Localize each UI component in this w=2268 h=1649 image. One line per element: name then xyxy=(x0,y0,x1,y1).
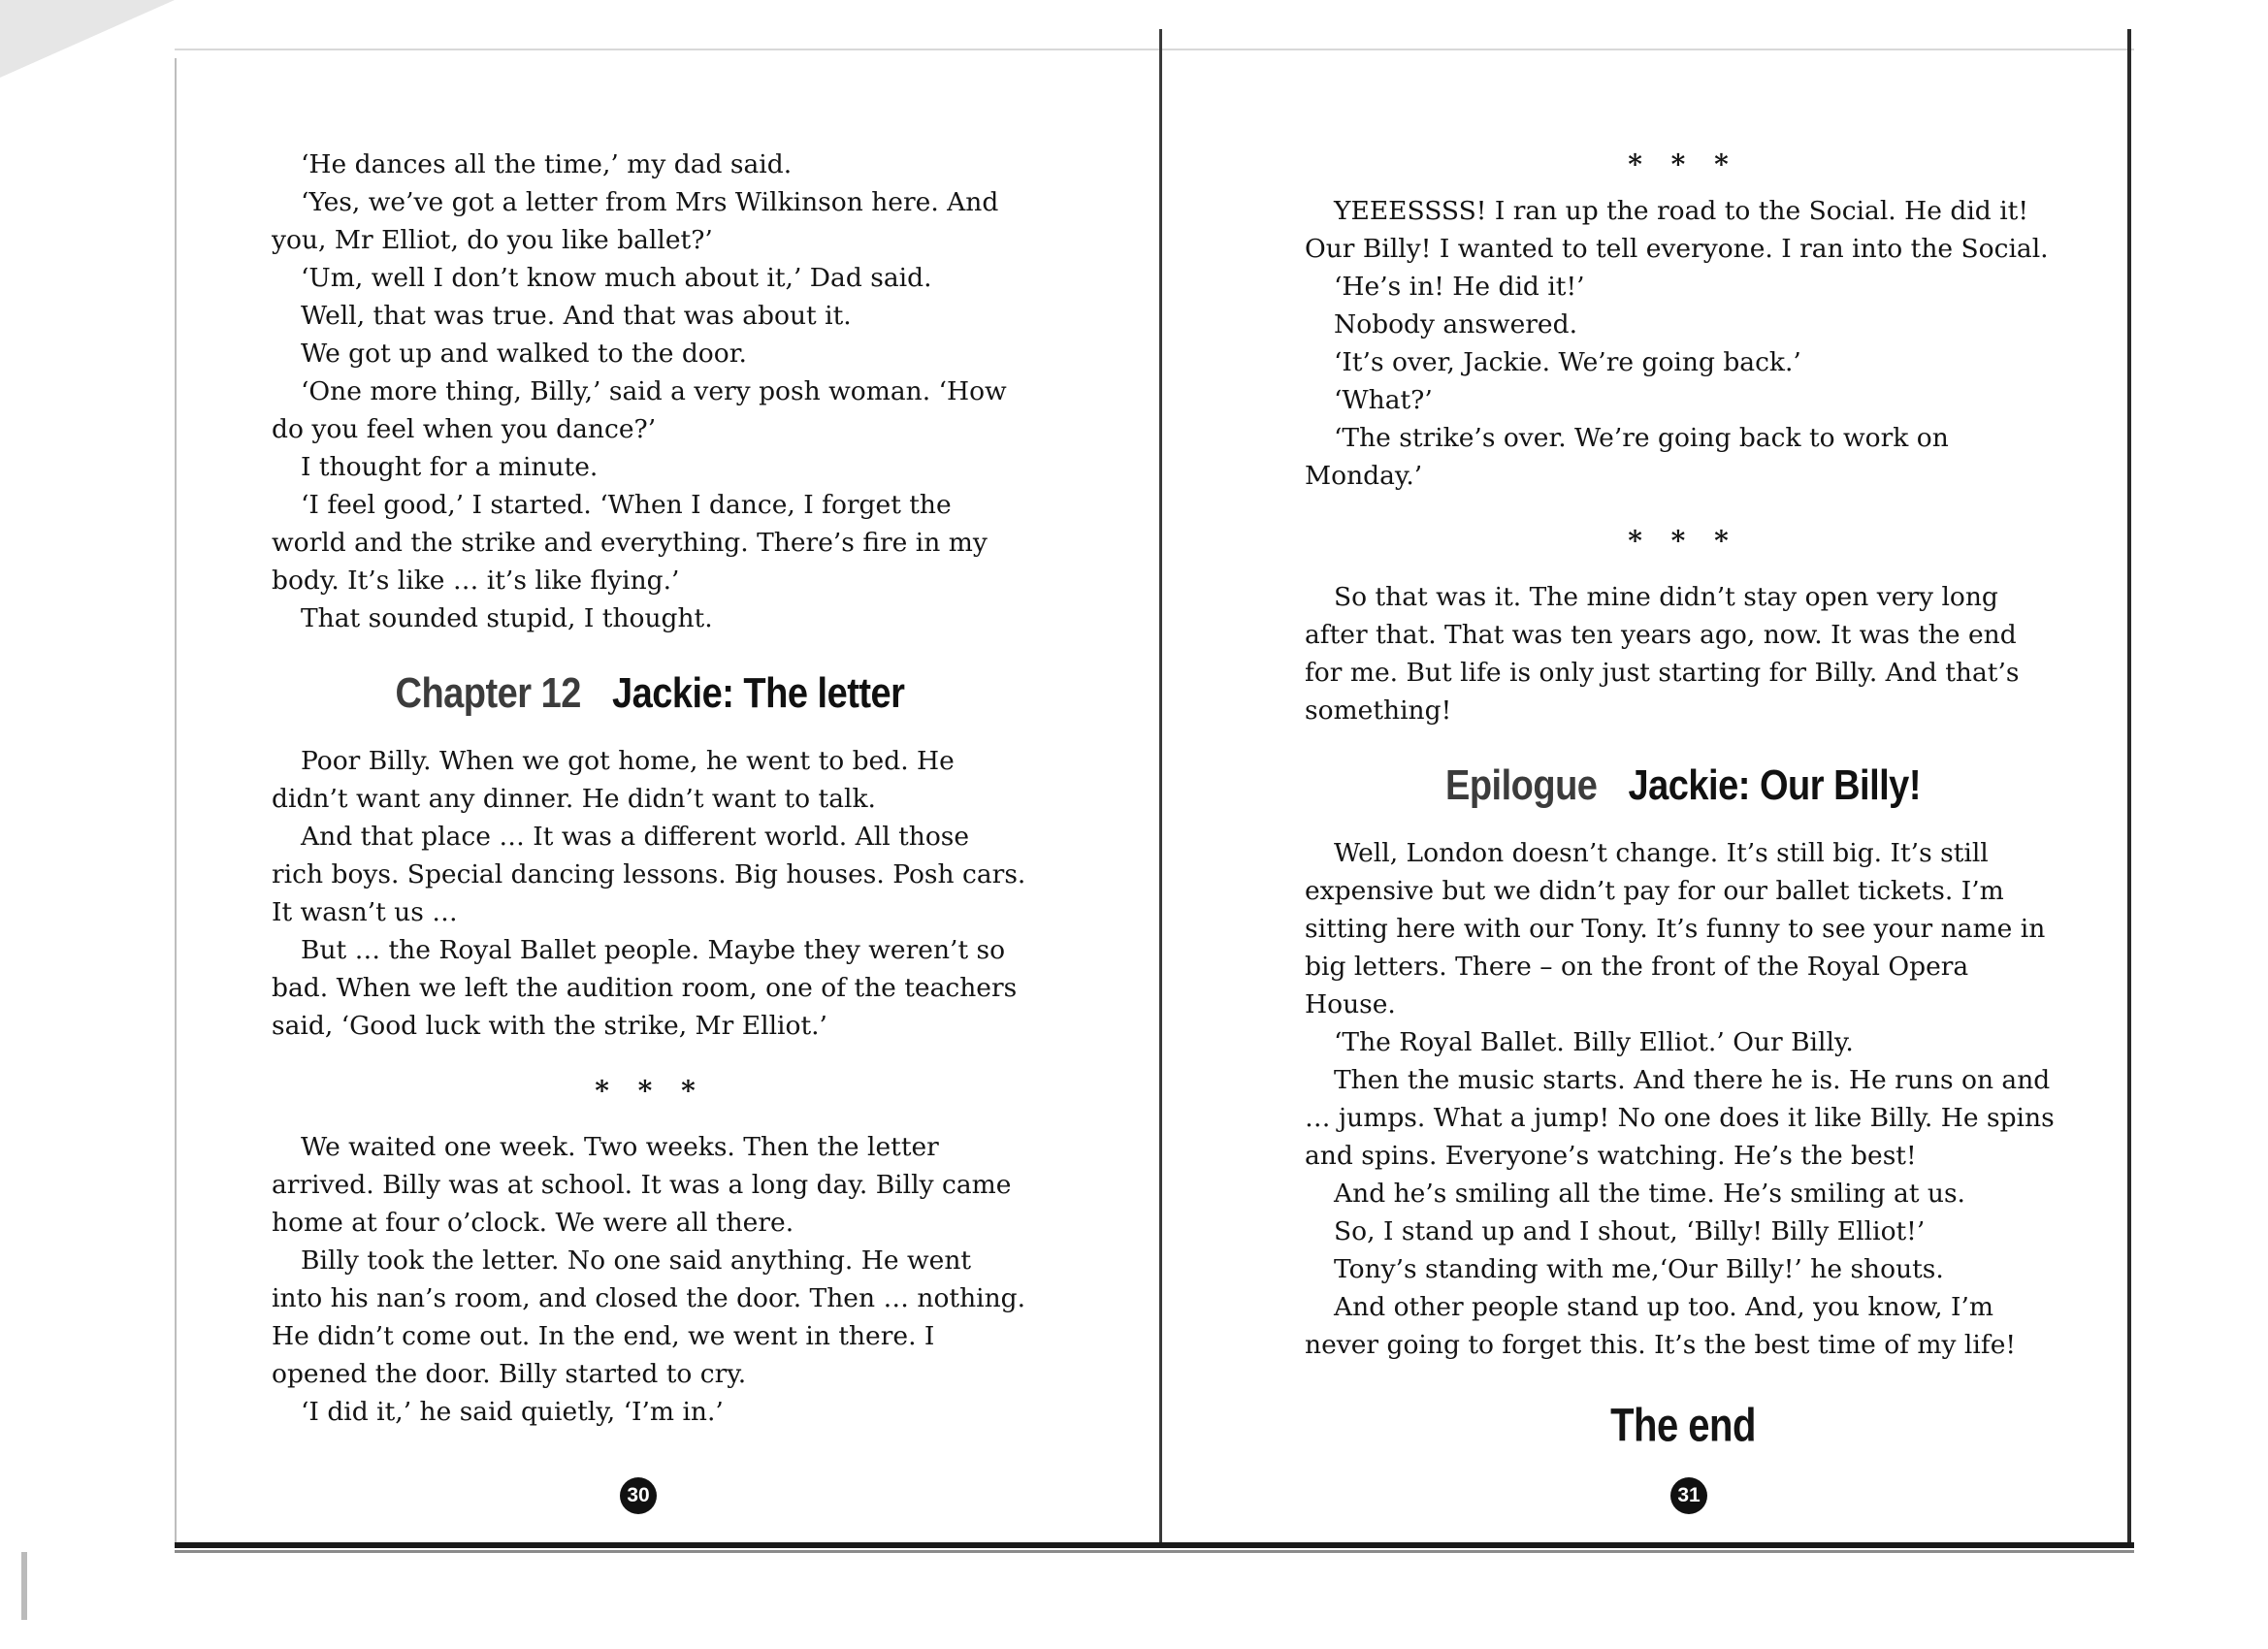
spread-bottom-shadow xyxy=(175,1550,2134,1553)
section-separator: * * * xyxy=(1628,148,1738,180)
right-page-edge xyxy=(2127,29,2131,1544)
paragraph: ‘He dances all the time,’ my dad said. xyxy=(301,149,793,179)
scan-mark xyxy=(21,1552,27,1620)
right-section-3 xyxy=(1305,834,2061,1364)
left-section-3 xyxy=(272,1128,1028,1431)
paragraph: Well, London doesn’t change. It’s still big. It’s still expensive but we didn’t pay for our ballet tickets. I’m sitting here with our Tony. It’s funny to see your name in big letters. There – on the front of the Royal Opera House. xyxy=(1305,838,2046,1019)
paragraph: We got up and walked to the door. xyxy=(301,339,747,369)
chapter-number: Epilogue xyxy=(1445,761,1598,810)
paragraph: YEEESSSS! I ran up the road to the Social. He did it! Our Billy! I wanted to tell everyone. I ran into the Social. xyxy=(1305,196,2049,264)
left-page-edge xyxy=(175,58,177,1547)
paragraph: So that was it. The mine didn’t stay open very long after that. That was ten years ago, now. It was the end for me. But life is only just starting for Billy. And that’s something! xyxy=(1305,582,2020,726)
paragraph: ‘I feel good,’ I started. ‘When I dance, I forget the world and the strike and everything. There’s fire in my body. It’s like … it’s like flying.’ xyxy=(272,490,988,596)
right-section-2 xyxy=(1305,578,2061,729)
book-gutter xyxy=(1159,29,1162,1547)
left-section-1 xyxy=(272,146,1028,637)
paragraph: ‘It’s over, Jackie. We’re going back.’ xyxy=(1334,347,1801,377)
paragraph: And other people stand up too. And, you know, I’m never going to forget this. It’s the best time of my life! xyxy=(1305,1292,2017,1360)
right-section-1 xyxy=(1305,192,2061,495)
paragraph: I thought for a minute. xyxy=(301,452,599,482)
paragraph: Poor Billy. When we got home, he went to bed. He didn’t want any dinner. He didn’t want to talk. xyxy=(272,746,955,814)
paragraph: Billy took the letter. No one said anything. He went into his nan’s room, and closed the door. Then … nothing. He didn’t come out. In the end, we went in there. I opened the door. Billy started to cry. xyxy=(272,1245,1026,1389)
the-end-text: The end xyxy=(1610,1400,1756,1452)
paragraph: So, I stand up and I shout, ‘Billy! Billy Elliot!’ xyxy=(1334,1216,1926,1246)
paragraph: ‘One more thing, Billy,’ said a very posh woman. ‘How do you feel when you dance?’ xyxy=(272,376,1007,444)
paragraph: And he’s smiling all the time. He’s smiling at us. xyxy=(1334,1179,1965,1209)
paragraph: Then the music starts. And there he is. He runs on and … jumps. What a jump! No one does it like Billy. He spins and spins. Everyone’s watching. He’s the best! xyxy=(1305,1065,2055,1171)
paragraph: Well, that was true. And that was about it. xyxy=(301,301,852,331)
paragraph: ‘The strike’s over. We’re going back to work on Monday.’ xyxy=(1305,423,1949,491)
left-section-2 xyxy=(272,742,1028,1045)
section-separator: * * * xyxy=(1628,525,1738,557)
paragraph: We waited one week. Two weeks. Then the letter arrived. Billy was at school. It was a long day. Billy came home at four o’clock. We were all there. xyxy=(272,1132,1012,1238)
chapter-title: Jackie: Our Billy! xyxy=(1628,761,1921,810)
paragraph: Nobody answered. xyxy=(1334,309,1577,340)
chapter-number: Chapter 12 xyxy=(395,669,581,718)
paragraph: ‘Um, well I don’t know much about it,’ Dad said. xyxy=(301,263,932,293)
paragraph: ‘He’s in! He did it!’ xyxy=(1334,272,1585,302)
paragraph: Tony’s standing with me,‘Our Billy!’ he shouts. xyxy=(1334,1254,1944,1284)
folded-corner xyxy=(0,0,175,78)
paragraph: ‘The Royal Ballet. Billy Elliot.’ Our Billy. xyxy=(1334,1027,1854,1057)
chapter-heading xyxy=(272,670,1028,717)
paragraph: But … the Royal Ballet people. Maybe they weren’t so bad. When we left the audition room, one of the teachers said, ‘Good luck with the strike, Mr Elliot.’ xyxy=(272,935,1018,1041)
page-top-edge xyxy=(175,48,2134,50)
paragraph: And that place … It was a different world. All those rich boys. Special dancing lessons. Big houses. Posh cars. It wasn’t us … xyxy=(272,822,1026,927)
section-separator: * * * xyxy=(595,1075,705,1107)
page-number-badge: 31 xyxy=(1670,1477,1707,1514)
chapter-title: Jackie: The letter xyxy=(611,669,905,718)
paragraph: That sounded stupid, I thought. xyxy=(301,603,713,633)
left-page xyxy=(272,146,1028,1431)
paragraph: ‘What?’ xyxy=(1334,385,1433,415)
paragraph: ‘I did it,’ he said quietly, ‘I’m in.’ xyxy=(301,1397,724,1427)
the-end-heading xyxy=(1305,1400,2061,1452)
chapter-heading xyxy=(1305,762,2061,809)
spread-bottom-edge xyxy=(175,1542,2134,1548)
right-page xyxy=(1305,146,2061,1452)
paragraph: ‘Yes, we’ve got a letter from Mrs Wilkinson here. And you, Mr Elliot, do you like ballet?’ xyxy=(272,187,999,255)
page-number-badge: 30 xyxy=(620,1477,657,1514)
